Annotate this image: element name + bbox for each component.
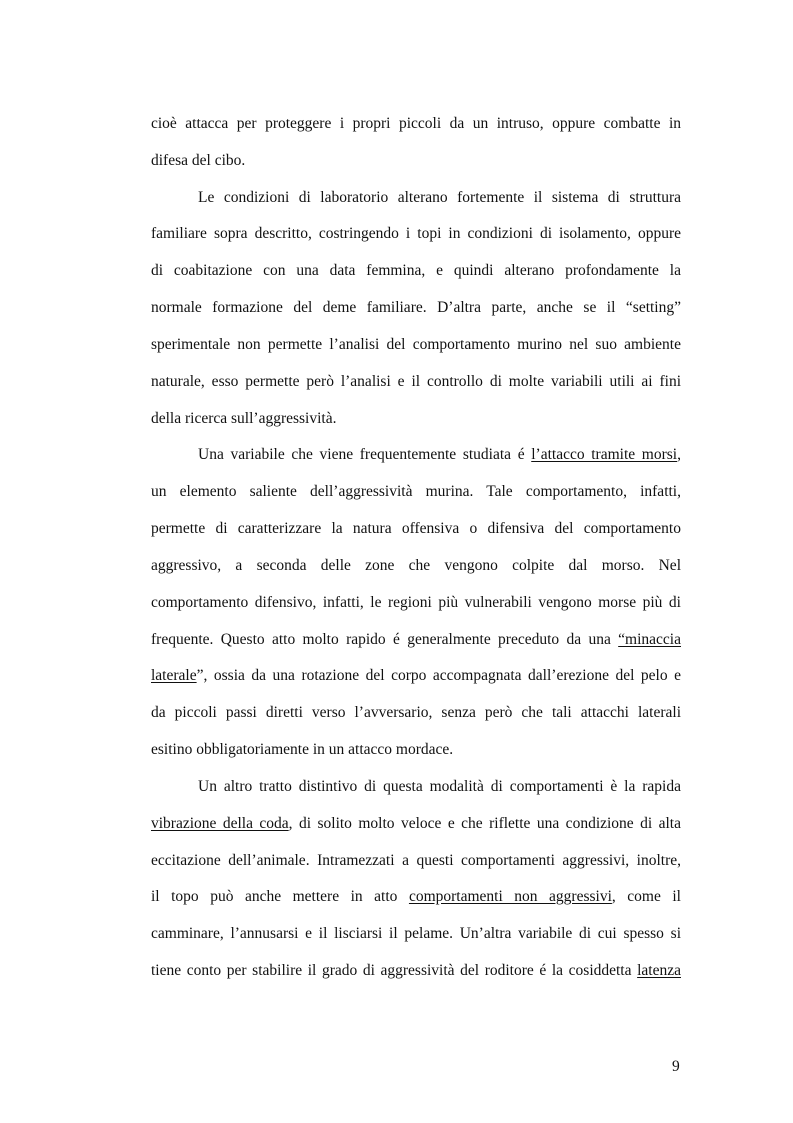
underlined-phrase: latenza <box>637 962 681 979</box>
underlined-phrase: l’attacco tramite morsi <box>531 446 678 463</box>
text-line <box>151 961 681 981</box>
text-line <box>151 114 681 134</box>
underlined-phrase: laterale <box>151 667 197 684</box>
text-segment: il topo può anche mettere in atto <box>151 888 409 905</box>
text-line <box>151 151 245 171</box>
text-segment: camminare, l’annusarsi e il lisciarsi il pelame. Un’altra variabile di cui spesso si <box>151 925 681 942</box>
text-line <box>151 372 681 392</box>
text-line <box>151 814 681 834</box>
underlined-phrase: comportamenti non aggressivi <box>408 888 612 905</box>
text-line <box>151 519 681 539</box>
text-segment: Un altro tratto distintivo di questa modalità di comportamenti è la rapida <box>198 778 681 795</box>
text-segment: , <box>677 446 681 463</box>
text-line <box>151 887 681 907</box>
text-segment: un elemento saliente dell’aggressività murina. Tale comportamento, infatti, <box>151 483 681 500</box>
text-segment: difesa del cibo. <box>151 152 246 169</box>
page-number: 9 <box>672 1058 680 1075</box>
text-segment: comportamento difensivo, infatti, le regioni più vulnerabili vengono morse più di <box>151 594 681 611</box>
text-line <box>151 261 681 281</box>
text-line <box>151 298 681 318</box>
text-line <box>198 445 681 465</box>
text-segment: da piccoli passi diretti verso l’avversario, senza però che tali attacchi laterali <box>151 704 681 721</box>
text-line <box>151 703 681 723</box>
text-segment: frequente. Questo atto molto rapido é generalmente preceduto da una <box>151 631 619 648</box>
text-line <box>151 335 681 355</box>
text-segment: Le condizioni di laboratorio alterano fortemente il sistema di struttura <box>198 189 681 206</box>
text-segment: familiare sopra descritto, costringendo i topi in condizioni di isolamento, oppure <box>151 225 681 242</box>
text-segment: cioè attacca per proteggere i propri piccoli da un intruso, oppure combatte in <box>151 115 681 132</box>
text-line <box>151 924 681 944</box>
text-segment: permette di caratterizzare la natura offensiva o difensiva del comportamento <box>151 520 681 537</box>
text-line <box>151 556 681 576</box>
text-segment: di coabitazione con una data femmina, e quindi alterano profondamente la <box>151 262 681 279</box>
text-segment: eccitazione dell’animale. Intramezzati a questi comportamenti aggressivi, inoltre, <box>151 852 681 869</box>
text-line <box>151 740 453 760</box>
text-line <box>151 409 337 429</box>
underlined-phrase: “minaccia <box>618 631 681 648</box>
text-segment: esitino obbligatoriamente in un attacco mordace. <box>151 741 454 758</box>
text-segment: della ricerca sull’aggressività. <box>151 410 337 427</box>
text-line <box>198 777 681 797</box>
text-line <box>151 593 681 613</box>
text-segment: normale formazione del deme familiare. D’altra parte, anche se il “setting” <box>151 299 681 316</box>
text-line <box>151 666 681 686</box>
text-segment: Una variabile che viene frequentemente studiata é <box>198 446 532 463</box>
text-segment: sperimentale non permette l’analisi del comportamento murino nel suo ambiente <box>151 336 681 353</box>
text-line <box>151 224 681 244</box>
text-line <box>198 188 681 208</box>
text-segment: tiene conto per stabilire il grado di aggressività del roditore é la cosiddetta <box>151 962 638 979</box>
text-line <box>151 630 681 650</box>
underlined-phrase: vibrazione della coda <box>151 815 289 832</box>
text-segment: aggressivo, a seconda delle zone che vengono colpite dal morso. Nel <box>151 557 681 574</box>
text-segment: ”, ossia da una rotazione del corpo accompagnata dall’erezione del pelo e <box>196 667 681 684</box>
text-line <box>151 851 681 871</box>
text-segment: , di solito molto veloce e che riflette una condizione di alta <box>288 815 681 832</box>
text-segment: naturale, esso permette però l’analisi e il controllo di molte variabili utili ai fini <box>151 373 681 390</box>
text-segment: , come il <box>611 888 681 905</box>
text-line <box>151 482 681 502</box>
